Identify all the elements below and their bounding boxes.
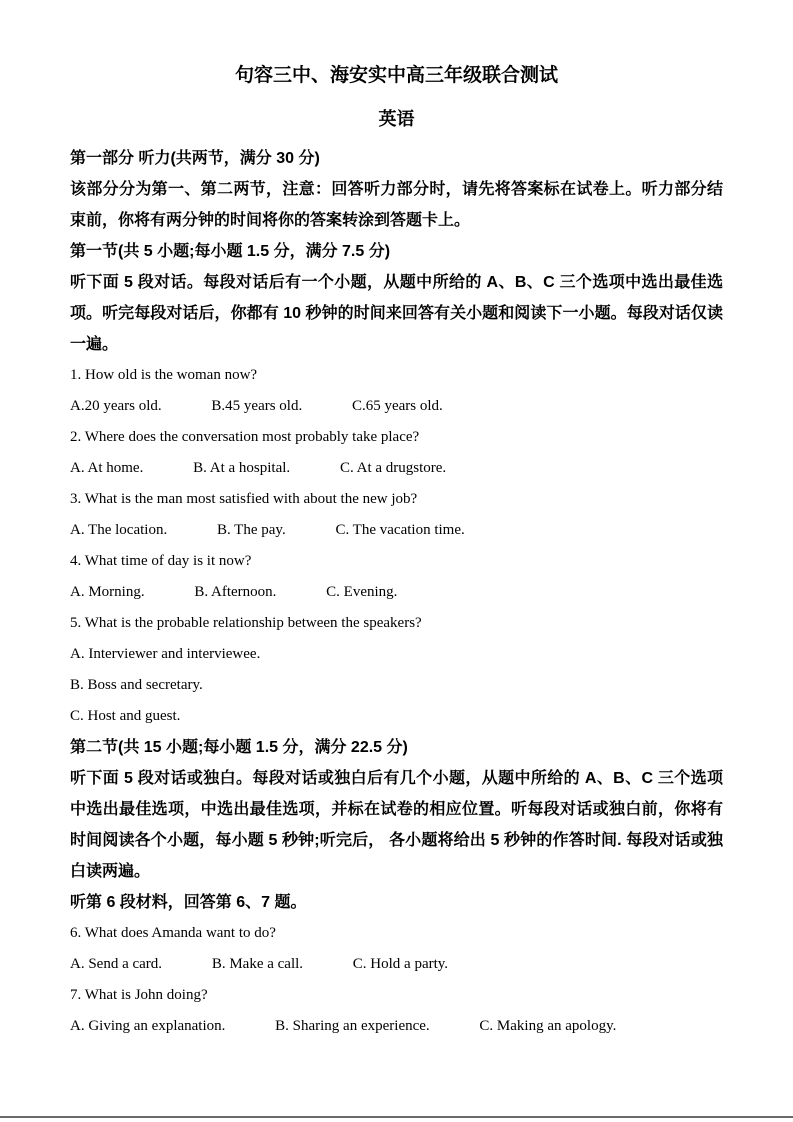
question-4-text: 4. What time of day is it now?: [70, 553, 252, 569]
question-1-option-c: C.65 years old.: [351, 398, 443, 414]
question-2-options: [70, 453, 723, 484]
question-6-text: 6. What does Amanda want to do?: [70, 925, 276, 941]
question-1-option-a: A.20 years old.: [70, 398, 162, 414]
question-4: [70, 546, 723, 608]
question-2-text: 2. Where does the conversation most probably take place?: [70, 429, 420, 445]
question-5-option-a: A. Interviewer and interviewee.: [70, 646, 261, 662]
question-5-option-c: C. Host and guest.: [70, 708, 181, 724]
section2-heading: 第二节(共 15 小题;每小题 1.5 分，满分 22.5 分): [70, 739, 408, 756]
section2-instructions: 听下面 5 段对话或独白。每段对话或独白后有几个小题，从题中所给的 A、B、C 三个选项中选出最佳选项，中选出最佳选项，并标在试卷的相应位置。听每段对话或独白前，你将有时间阅读各个小题，每小题 5 秒钟;听完后， 各小题将给出 5 秒钟的作答时间. 每段对话或独白读两遍。: [70, 770, 723, 880]
question-6: [70, 918, 723, 980]
page-bottom-divider: [0, 1116, 793, 1118]
question-7-option-c: C. Making an apology.: [479, 1018, 617, 1034]
question-4-option-c: C. Evening.: [326, 584, 398, 600]
question-6-option-b: B. Make a call.: [211, 956, 304, 972]
question-7-text: 7. What is John doing?: [70, 987, 208, 1003]
section1-instructions: 听下面 5 段对话。每段对话后有一个小题，从题中所给的 A、B、C 三个选项中选出最佳选项。听完每段对话后，你都有 10 秒钟的时间来回答有关小题和阅读下一小题。每段对话仅读一遍。: [70, 274, 723, 353]
question-7-option-a: A. Giving an explanation.: [70, 1018, 226, 1034]
section2-material-intro: 听第 6 段材料，回答第 6、7 题。: [70, 894, 307, 911]
question-3-option-a: A. The location.: [70, 522, 168, 538]
question-2-option-b: B. At a hospital.: [193, 460, 291, 476]
question-6-option-c: C. Hold a party.: [352, 956, 449, 972]
question-7: [70, 980, 723, 1042]
question-5: [70, 608, 723, 732]
question-3-text: 3. What is the man most satisfied with about the new job?: [70, 491, 418, 507]
question-2-option-a: A. At home.: [70, 460, 144, 476]
question-2-option-c: C. At a drugstore.: [339, 460, 447, 476]
page-title: 句容三中、海安实中高三年级联合测试: [234, 65, 558, 86]
part1-heading: 第一部分 听力(共两节，满分 30 分): [70, 150, 320, 167]
question-7-options: [70, 1011, 723, 1042]
section1-heading: 第一节(共 5 小题;每小题 1.5 分，满分 7.5 分): [70, 243, 391, 260]
part1-intro: 该部分分为第一、第二两节，注意：回答听力部分时，请先将答案标在试卷上。听力部分结束前，你将有两分钟的时间将你的答案转涂到答题卡上。: [70, 181, 723, 229]
question-3-option-c: C. The vacation time.: [335, 522, 465, 538]
question-7-option-b: B. Sharing an experience.: [275, 1018, 430, 1034]
question-5-option-b: B. Boss and secretary.: [70, 677, 203, 693]
question-5-text: 5. What is the probable relationship between the speakers?: [70, 615, 422, 631]
question-6-options: [70, 949, 723, 980]
question-1-options: [70, 391, 723, 422]
question-4-options: [70, 577, 723, 608]
question-3-options: [70, 515, 723, 546]
question-3: [70, 484, 723, 546]
question-1-option-b: B.45 years old.: [211, 398, 303, 414]
subject-title: 英语: [378, 109, 415, 129]
question-6-option-a: A. Send a card.: [70, 956, 163, 972]
question-1: [70, 360, 723, 422]
question-4-option-b: B. Afternoon.: [194, 584, 277, 600]
question-3-option-b: B. The pay.: [216, 522, 286, 538]
question-1-text: 1. How old is the woman now?: [70, 367, 258, 383]
question-4-option-a: A. Morning.: [70, 584, 145, 600]
question-2: [70, 422, 723, 484]
